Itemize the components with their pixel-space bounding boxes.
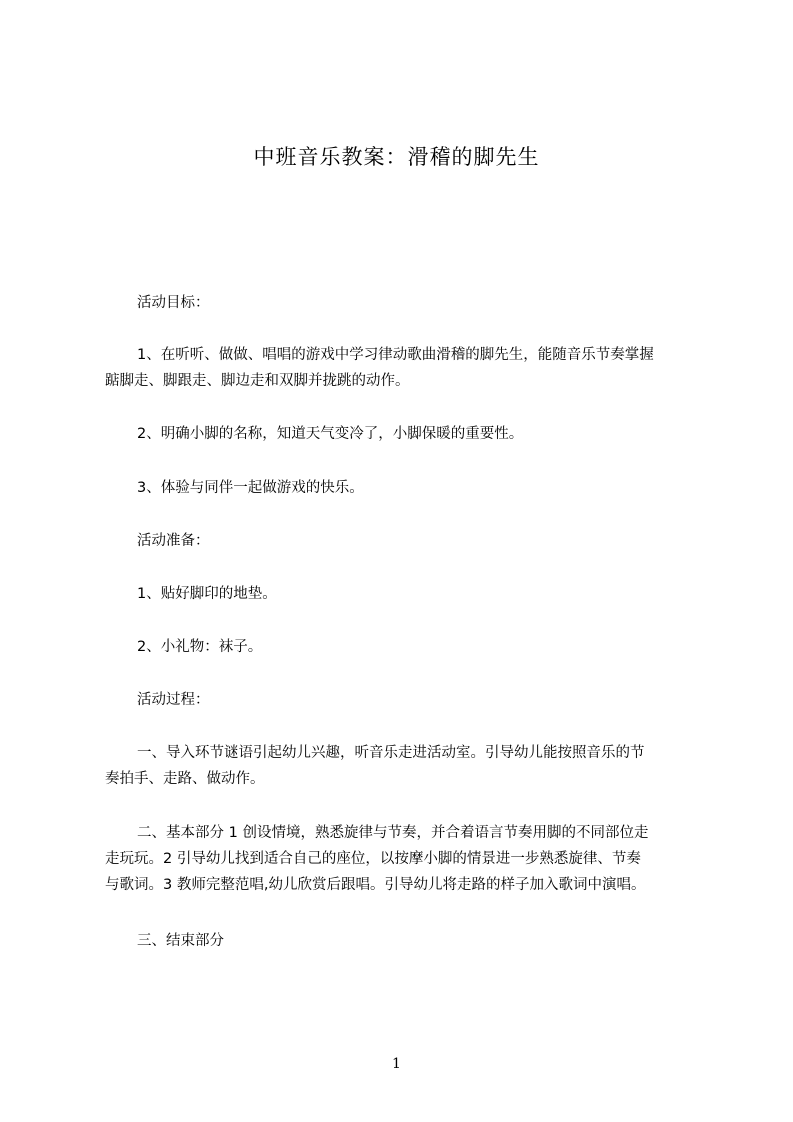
objective-item-3 bbox=[105, 475, 695, 501]
text-line: 3、体验与同伴一起做游戏的快乐。 bbox=[137, 480, 364, 496]
preparation-item-2 bbox=[105, 634, 695, 660]
text-line: 活动目标： bbox=[137, 295, 210, 311]
process-step-1 bbox=[105, 740, 695, 792]
document-title: 中班音乐教案：滑稽的脚先生 bbox=[253, 145, 540, 169]
text-line: 二、基本部分 1 创设情境，熟悉旋律与节奏，并合着语言节奏用脚的不同部位走 bbox=[137, 825, 649, 841]
text-line: 1、在听听、做做、唱唱的游戏中学习律动歌曲滑稽的脚先生，能随音乐节奏掌握 bbox=[137, 347, 654, 363]
text-line: 2、小礼物：袜子。 bbox=[137, 639, 263, 655]
preparation-heading bbox=[105, 528, 695, 554]
text-line: 奏拍手、走路、做动作。 bbox=[105, 771, 265, 787]
objective-item-2 bbox=[105, 421, 695, 447]
process-step-2 bbox=[105, 820, 695, 898]
text-line: 2、明确小脚的名称，知道天气变冷了，小脚保暖的重要性。 bbox=[137, 426, 524, 442]
text-line: 一、导入环节谜语引起幼儿兴趣，听音乐走进活动室。引导幼儿能按照音乐的节 bbox=[137, 745, 645, 761]
text-line: 走玩玩。2 引导幼儿找到适合自己的座位，以按摩小脚的情景进一步熟悉旋律、节奏 bbox=[105, 851, 641, 867]
text-line: 活动过程： bbox=[137, 692, 210, 708]
text-line: 活动准备： bbox=[137, 533, 210, 549]
text-line: 1、贴好脚印的地垫。 bbox=[137, 586, 277, 602]
process-heading bbox=[105, 687, 695, 713]
objective-item-1 bbox=[105, 342, 695, 394]
process-step-3 bbox=[105, 928, 695, 954]
text-line: 三、结束部分 bbox=[137, 933, 224, 949]
text-line: 踮脚走、脚跟走、脚边走和双脚并拢跳的动作。 bbox=[105, 373, 410, 389]
text-line: 与歌词。3 教师完整范唱,幼儿欣赏后跟唱。引导幼儿将走路的样子加入歌词中演唱。 bbox=[105, 877, 646, 893]
objective-heading bbox=[105, 290, 695, 316]
page-number: 1 bbox=[392, 1056, 401, 1072]
preparation-item-1 bbox=[105, 581, 695, 607]
